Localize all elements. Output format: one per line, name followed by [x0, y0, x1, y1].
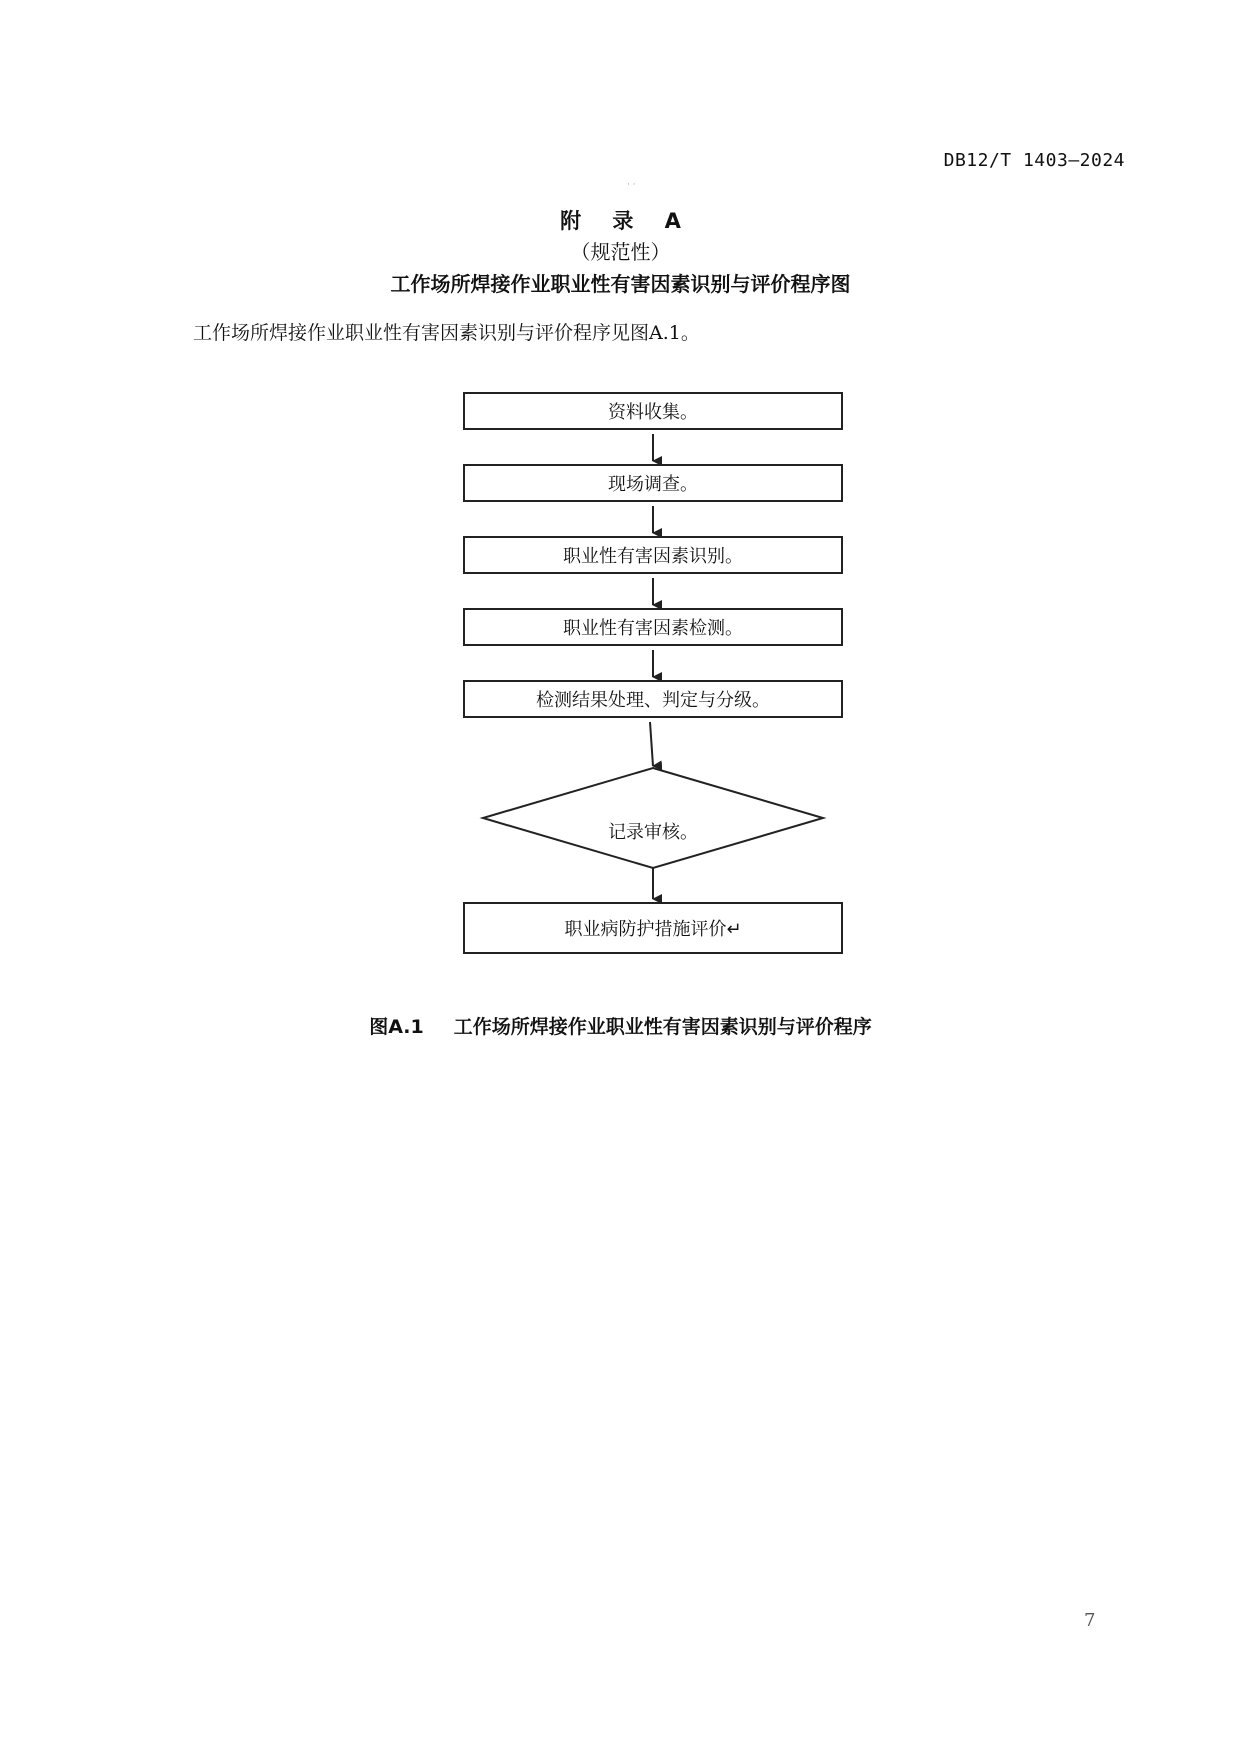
- figure-number: 图A.1: [369, 1016, 424, 1038]
- arrow-5: [650, 722, 653, 766]
- flow-step-1: 资料收集。: [463, 392, 843, 430]
- page-number: 7: [1084, 1610, 1096, 1631]
- figure-caption-text: 工作场所焊接作业职业性有害因素识别与评价程序: [453, 1016, 872, 1038]
- flow-step-final: 职业病防护措施评价↵: [463, 902, 843, 954]
- flow-step-4: 职业性有害因素检测。: [463, 608, 843, 646]
- flow-decision-label: 记录审核。: [608, 822, 698, 843]
- intro-paragraph: 工作场所焊接作业职业性有害因素识别与评价程序见图A.1。: [193, 322, 700, 344]
- flow-step-3: 职业性有害因素识别。: [463, 536, 843, 574]
- flow-step-2: 现场调查。: [463, 464, 843, 502]
- annex-heading: 工作场所焊接作业职业性有害因素识别与评价程序图: [390, 272, 851, 296]
- document-code: DB12/T 1403—2024: [943, 150, 1125, 171]
- annex-title: 附 录 A: [560, 209, 693, 233]
- figure-caption: [0, 1012, 1241, 1039]
- scan-mark: · ·: [627, 180, 636, 190]
- annex-type: （规范性）: [570, 240, 671, 264]
- flow-step-5: 检测结果处理、判定与分级。: [463, 680, 843, 718]
